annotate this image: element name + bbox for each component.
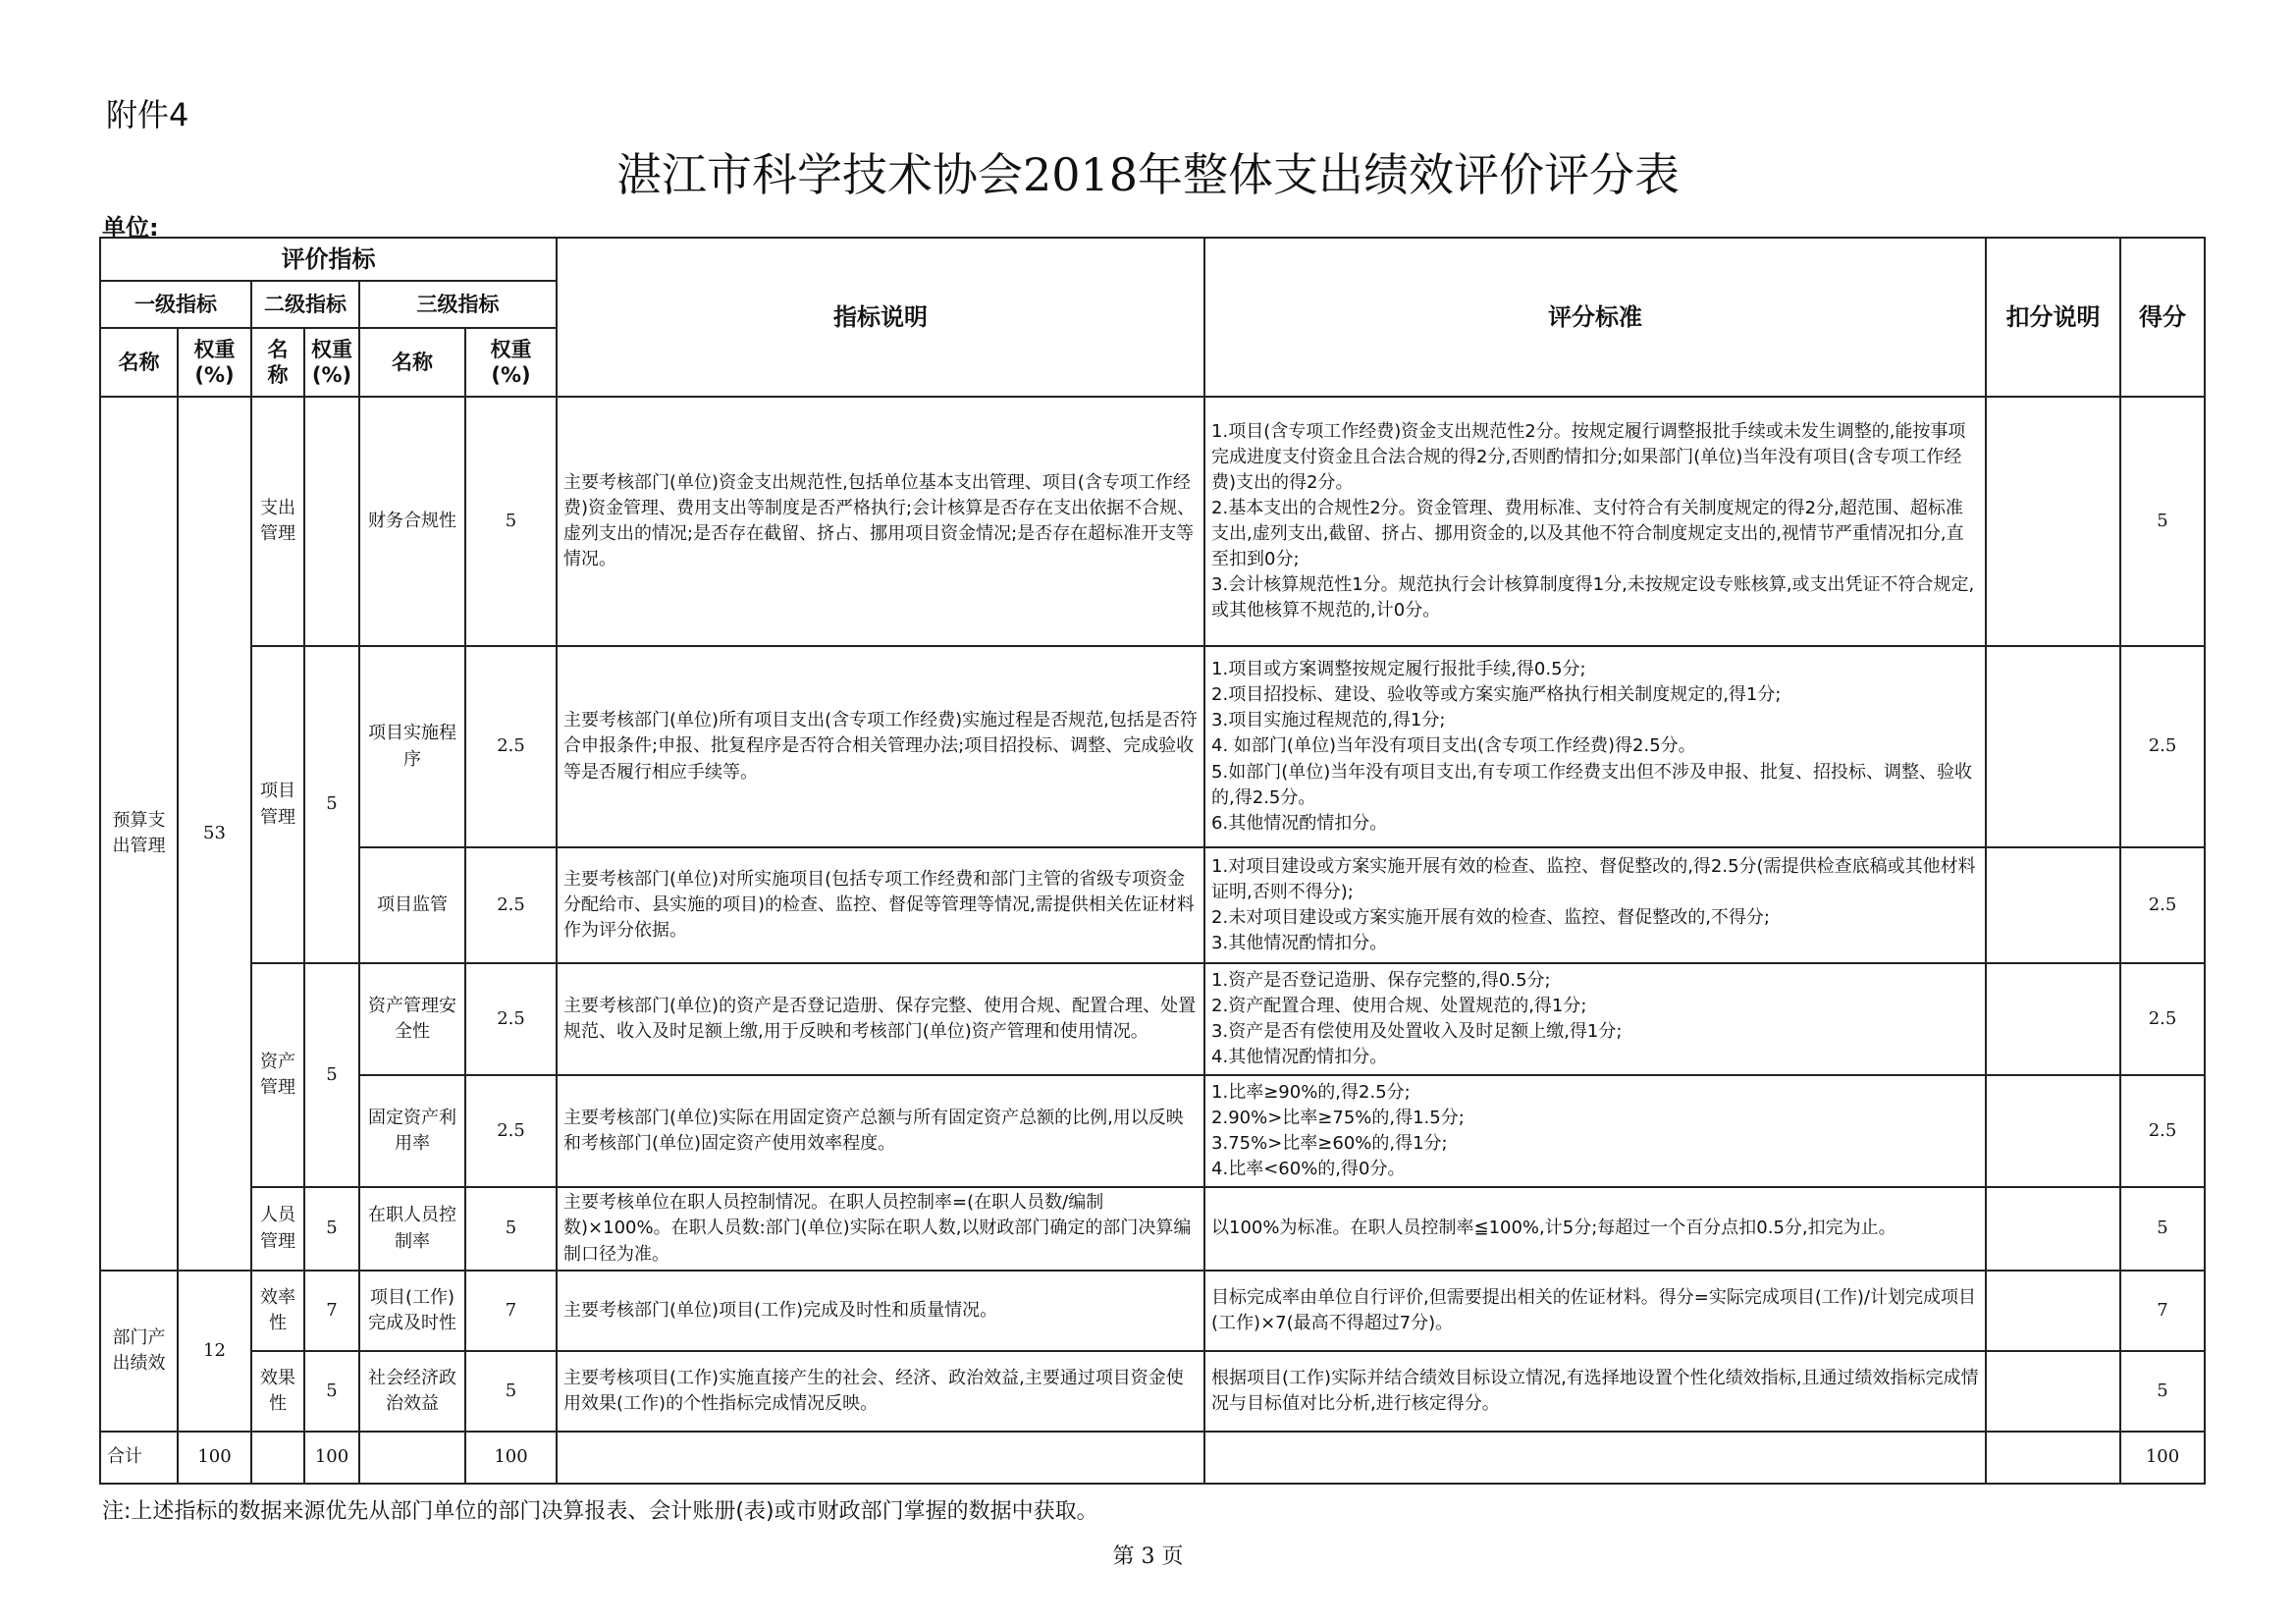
- scoring-criteria: [1204, 1351, 1986, 1432]
- unit-label: 单位:: [102, 214, 159, 242]
- subgroup-name: 支出管理: [251, 397, 304, 646]
- indicator-weight: 2.5: [465, 963, 557, 1075]
- criteria-line: 1.比率≥90%的,得2.5分;: [1211, 1081, 1411, 1103]
- header-weight-l2: 权重(%): [304, 328, 359, 397]
- header-name-l1: 名称: [100, 328, 178, 397]
- criteria-line: 4.比率<60%的,得0分。: [1211, 1159, 1406, 1180]
- scoring-criteria: [1204, 847, 1986, 963]
- header-weight-l3: 权重(%): [465, 328, 557, 397]
- subgroup-name: 项目管理: [251, 646, 304, 963]
- criteria-line: 2.资产配置合理、使用合规、处置规范的,得1分;: [1211, 995, 1587, 1016]
- criteria-line: 1.项目(含专项工作经费)资金支出规范性2分。按规定履行调整报批手续或未发生调整的,能按事项完成进度支付资金且合法合规的得2分,否则酌情扣分;如果部门(单位)当年没有项目(含专项工作经费)支出的得2分。: [1211, 420, 1966, 493]
- indicator-weight: 2.5: [465, 646, 557, 847]
- header-level2: 二级指标: [251, 281, 359, 328]
- score-cell: 2.5: [2120, 646, 2205, 847]
- criteria-line: 4. 如部门(单位)当年没有项目支出(含专项工作经费)得2.5分。: [1211, 735, 1696, 757]
- subgroup-name: 效率性: [251, 1271, 304, 1351]
- criteria-line: 3.75%>比率≥60%的,得1分;: [1211, 1133, 1448, 1154]
- evaluation-table: [99, 237, 2206, 1485]
- scoring-criteria: [1204, 1187, 1986, 1271]
- deduction-cell: [1986, 1075, 2120, 1187]
- total-empty: [1204, 1432, 1986, 1484]
- total-row: [100, 1432, 2205, 1484]
- deduction-cell: [1986, 1271, 2120, 1351]
- header-weight-l1: 权重(%): [178, 328, 251, 397]
- total-score: 100: [2120, 1432, 2205, 1484]
- indicator-weight: 5: [465, 1351, 557, 1432]
- indicator-desc: 主要考核项目(工作)实施直接产生的社会、经济、政治效益,主要通过项目资金使用效果(工作)的个性指标完成情况反映。: [557, 1351, 1204, 1432]
- indicator-name: 社会经济政治效益: [359, 1351, 465, 1432]
- subgroup-name: 资产管理: [251, 963, 304, 1187]
- indicator-name: 资产管理安全性: [359, 963, 465, 1075]
- criteria-line: 1.项目或方案调整按规定履行报批手续,得0.5分;: [1211, 659, 1586, 680]
- score-cell: 5: [2120, 397, 2205, 646]
- indicator-desc: 主要考核部门(单位)资金支出规范性,包括单位基本支出管理、项目(含专项工作经费)资金管理、费用支出等制度是否严格执行;会计核算是否存在支出依据不合规、虚列支出的情况;是否存在截留、挤占、挪用项目资金情况;是否存在超标准开支等情况。: [557, 397, 1204, 646]
- total-weight-l3: 100: [465, 1432, 557, 1484]
- scoring-criteria: [1204, 1075, 1986, 1187]
- total-empty: [557, 1432, 1204, 1484]
- table-row: [100, 1075, 2205, 1187]
- header-scoring-standard: 评分标准: [1204, 238, 1986, 397]
- group-name: 部门产出绩效: [100, 1271, 178, 1432]
- indicator-weight: 7: [465, 1271, 557, 1351]
- criteria-line: 3.项目实施过程规范的,得1分;: [1211, 710, 1446, 731]
- deduction-cell: [1986, 1187, 2120, 1271]
- total-empty: [251, 1432, 304, 1484]
- indicator-name: 财务合规性: [359, 397, 465, 646]
- group-weight: 12: [178, 1271, 251, 1432]
- indicator-desc: 主要考核部门(单位)项目(工作)完成及时性和质量情况。: [557, 1271, 1204, 1351]
- header-indicator-desc: 指标说明: [557, 238, 1204, 397]
- deduction-cell: [1986, 963, 2120, 1075]
- header-row-1: [100, 238, 2205, 281]
- deduction-cell: [1986, 1351, 2120, 1432]
- indicator-name: 固定资产利用率: [359, 1075, 465, 1187]
- header-eval-indicator: 评价指标: [100, 238, 557, 281]
- total-empty: [359, 1432, 465, 1484]
- table-row: [100, 646, 2205, 847]
- criteria-line: 2.基本支出的合规性2分。资金管理、费用标准、支付符合有关制度规定的得2分,超范围、超标准支出,虚列支出,截留、挤占、挪用资金的,以及其他不符合制度规定支出的,视情节严重情况扣分,直至扣到0分;: [1211, 497, 1964, 570]
- group-weight: 53: [178, 397, 251, 1271]
- score-cell: 5: [2120, 1187, 2205, 1271]
- subgroup-name: 人员管理: [251, 1187, 304, 1271]
- criteria-line: 5.如部门(单位)当年没有项目支出,有专项工作经费支出但不涉及申报、批复、招投标、调整、验收的,得2.5分。: [1211, 761, 1972, 808]
- criteria-line: 以100%为标准。在职人员控制率≦100%,计5分;每超过一个百分点扣0.5分,扣完为止。: [1211, 1218, 1896, 1239]
- indicator-weight: 2.5: [465, 1075, 557, 1187]
- subgroup-weight: 5: [304, 963, 359, 1187]
- subgroup-weight: 7: [304, 1271, 359, 1351]
- indicator-desc: 主要考核部门(单位)所有项目支出(含专项工作经费)实施过程是否规范,包括是否符合申报条件;申报、批复程序是否符合相关管理办法;项目招投标、调整、完成验收等是否履行相应手续等。: [557, 646, 1204, 847]
- subgroup-weight: 5: [304, 646, 359, 963]
- scoring-criteria: [1204, 397, 1986, 646]
- group-name: 预算支出管理: [100, 397, 178, 1271]
- total-weight-l1: 100: [178, 1432, 251, 1484]
- table-row: [100, 847, 2205, 963]
- header-name-l3: 名称: [359, 328, 465, 397]
- subgroup-weight: 5: [304, 1187, 359, 1271]
- deduction-cell: [1986, 397, 2120, 646]
- score-cell: 5: [2120, 1351, 2205, 1432]
- scoring-criteria: [1204, 1271, 1986, 1351]
- score-cell: 2.5: [2120, 963, 2205, 1075]
- document-title: 湛江市科学技术协会2018年整体支出绩效评价评分表: [615, 148, 1681, 201]
- indicator-desc: 主要考核部门(单位)的资产是否登记造册、保存完整、使用合规、配置合理、处置规范、收入及时足额上缴,用于反映和考核部门(单位)资产管理和使用情况。: [557, 963, 1204, 1075]
- deduction-cell: [1986, 847, 2120, 963]
- table-row: [100, 397, 2205, 646]
- score-cell: 7: [2120, 1271, 2205, 1351]
- indicator-desc: 主要考核单位在职人员控制情况。在职人员控制率=(在职人员数/编制数)×100%。在职人员数:部门(单位)实际在职人数,以财政部门确定的部门决算编制口径为准。: [557, 1187, 1204, 1271]
- criteria-line: 目标完成率由单位自行评价,但需要提出相关的佐证材料。得分=实际完成项目(工作)/计划完成项目(工作)×7(最高不得超过7分)。: [1211, 1286, 1976, 1333]
- indicator-weight: 5: [465, 397, 557, 646]
- criteria-line: 3.资产是否有偿使用及处置收入及时足额上缴,得1分;: [1211, 1021, 1623, 1042]
- criteria-line: 3.会计核算规范性1分。规范执行会计核算制度得1分,未按规定设专账核算,或支出凭证不符合规定,或其他核算不规范的,计0分。: [1211, 574, 1975, 622]
- table-row: [100, 963, 2205, 1075]
- score-cell: 2.5: [2120, 847, 2205, 963]
- header-name-l2: 名称: [251, 328, 304, 397]
- attachment-label: 附件4: [106, 96, 189, 134]
- subgroup-name: 效果性: [251, 1351, 304, 1432]
- subgroup-weight: [304, 397, 359, 646]
- score-cell: 2.5: [2120, 1075, 2205, 1187]
- criteria-line: 3.其他情况酌情扣分。: [1211, 933, 1388, 954]
- total-weight-l2: 100: [304, 1432, 359, 1484]
- criteria-line: 6.其他情况酌情扣分。: [1211, 812, 1388, 834]
- criteria-line: 1.资产是否登记造册、保存完整的,得0.5分;: [1211, 969, 1551, 991]
- header-deduction-note: 扣分说明: [1986, 238, 2120, 397]
- table-row: [100, 1271, 2205, 1351]
- criteria-line: 2.项目招投标、建设、验收等或方案实施严格执行相关制度规定的,得1分;: [1211, 684, 1782, 706]
- footnote: 注:上述指标的数据来源优先从部门单位的部门决算报表、会计账册(表)或市财政部门掌握的数据中获取。: [102, 1499, 1098, 1524]
- criteria-line: 根据项目(工作)实际并结合绩效目标设立情况,有选择地设置个性化绩效指标,且通过绩效指标完成情况与目标值对比分析,进行核定得分。: [1211, 1367, 1979, 1414]
- indicator-desc: 主要考核部门(单位)对所实施项目(包括专项工作经费和部门主管的省级专项资金分配给市、县实施的项目)的检查、监控、督促等管理等情况,需提供相关佐证材料作为评分依据。: [557, 847, 1204, 963]
- total-label: 合计: [100, 1432, 178, 1484]
- table-row: [100, 1351, 2205, 1432]
- scoring-criteria: [1204, 963, 1986, 1075]
- total-empty: [1986, 1432, 2120, 1484]
- header-score: 得分: [2120, 238, 2205, 397]
- indicator-name: 项目实施程序: [359, 646, 465, 847]
- indicator-desc: 主要考核部门(单位)实际在用固定资产总额与所有固定资产总额的比例,用以反映和考核部门(单位)固定资产使用效率程度。: [557, 1075, 1204, 1187]
- scoring-criteria: [1204, 646, 1986, 847]
- indicator-weight: 5: [465, 1187, 557, 1271]
- criteria-line: 2.90%>比率≥75%的,得1.5分;: [1211, 1107, 1465, 1128]
- criteria-line: 4.其他情况酌情扣分。: [1211, 1047, 1388, 1068]
- criteria-line: 2.未对项目建设或方案实施开展有效的检查、监控、督促整改的,不得分;: [1211, 907, 1770, 928]
- indicator-name: 项目监管: [359, 847, 465, 963]
- subgroup-weight: 5: [304, 1351, 359, 1432]
- table-row: [100, 1187, 2205, 1271]
- indicator-name: 项目(工作)完成及时性: [359, 1271, 465, 1351]
- header-level1: 一级指标: [100, 281, 251, 328]
- indicator-weight: 2.5: [465, 847, 557, 963]
- criteria-line: 1.对项目建设或方案实施开展有效的检查、监控、督促整改的,得2.5分(需提供检查底稿或其他材料证明,否则不得分);: [1211, 855, 1976, 902]
- indicator-name: 在职人员控制率: [359, 1187, 465, 1271]
- header-level3: 三级指标: [359, 281, 557, 328]
- deduction-cell: [1986, 646, 2120, 847]
- page-number: 第 3 页: [1112, 1544, 1184, 1569]
